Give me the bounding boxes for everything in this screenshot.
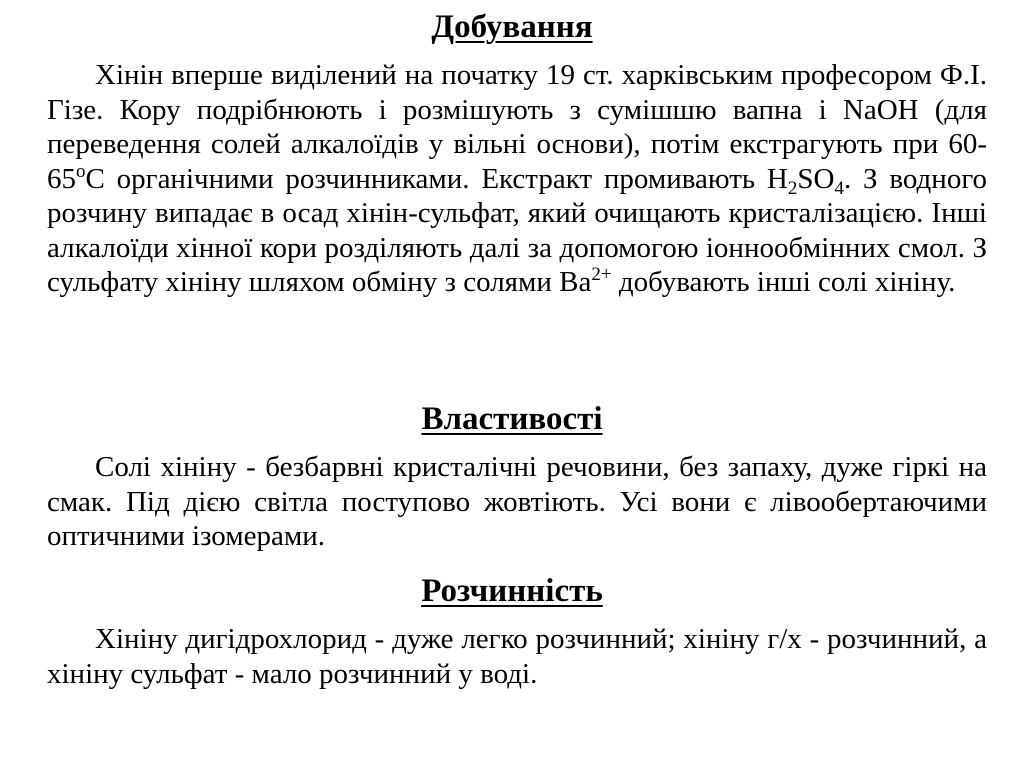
production-text-3: SO	[797, 162, 835, 195]
charge-superscript: 2+	[591, 264, 612, 285]
degree-superscript: о	[76, 160, 86, 182]
heading-solubility: Розчинність	[421, 573, 603, 609]
production-text-1: Хінін вперше виділений на початку 19 ст. харківським професором Ф.І. Гізе. Кору подрібнюють і розмішують з сумішшю вапна і NaOH (для переведення солей алкалоїдів у вільні основи), потім екстрагують при 60-65	[47, 59, 987, 195]
paragraph-solubility: Хініну дигідрохлорид - дуже легко розчинний; хініну г/х - розчинний, а хініну сульфат - мало розчинний у воді.	[47, 623, 987, 690]
paragraph-production	[47, 58, 987, 300]
paragraph-properties: Солі хініну - безбарвні кристалічні речовини, без запаху, дуже гіркі на смак. Під дією світла поступово жовтіють. Усі вони є лівообертаючими оптичними ізомерами.	[47, 451, 987, 552]
heading-properties: Властивості	[421, 401, 603, 437]
subscript-2: 2	[787, 177, 798, 199]
heading-production: Добування	[431, 9, 593, 45]
production-text-5: добувають інші солі хініну.	[611, 266, 956, 298]
production-text-2: С органічними розчинниками. Екстракт промивають Н	[85, 162, 788, 195]
subscript-4: 4	[834, 177, 844, 199]
production-text-4: . З водного розчину випадає в осад хінін-сульфат, який очищають кристалізацією. Інші алкалоїди хінної кори розділяють далі за допомогою іоннообмінних смол. З сульфату хініну шляхом обміну з солями Ва	[47, 162, 987, 298]
